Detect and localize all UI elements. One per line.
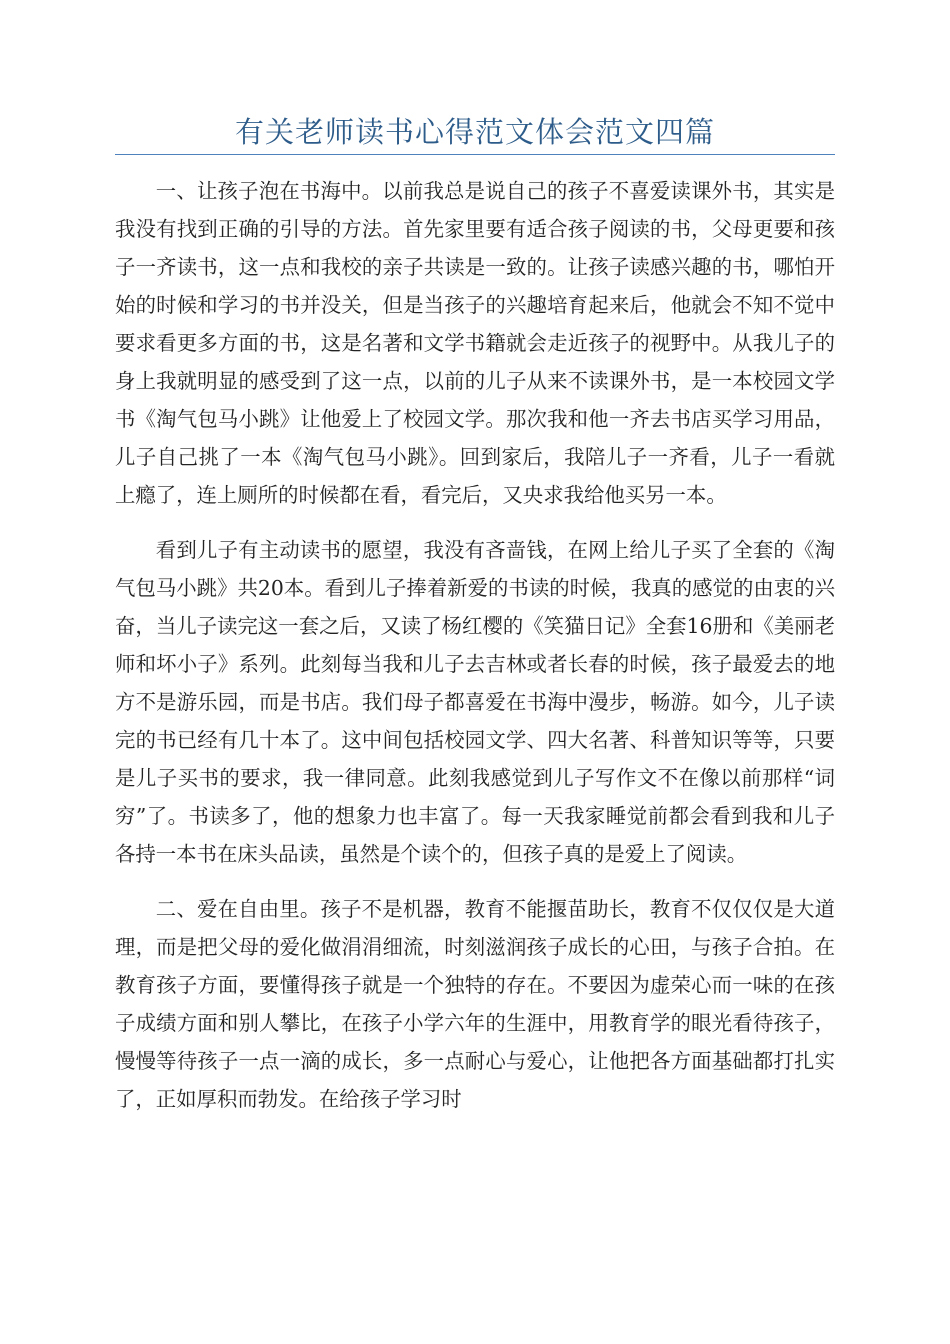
document-body (115, 172, 835, 1135)
document-title: 有关老师读书心得范文体会范文四篇 (234, 115, 715, 149)
paragraph-2: 看到儿子有主动读书的愿望，我没有吝啬钱，在网上给儿子买了全套的《淘气包马小跳》共20本。看到儿子捧着新爱的书读的时候，我真的感觉的由衷的兴奋，当儿子读完这一套之后，又读了杨红樱的《笑猫日记》全套16册和《美丽老师和坏小子》系列。此刻每当我和儿子去吉林或者长春的时候，孩子最爱去的地方不是游乐园，而是书店。我们母子都喜爱在书海中漫步，畅游。如今，儿子读完的书已经有几十本了。这中间包括校园文学、四大名著、科普知识等等，只要是儿子买书的要求，我一律同意。此刻我感觉到儿子写作文不在像以前那样“词穷”了。书读多了，他的想象力也丰富了。每一天我家睡觉前都会看到我和儿子各持一本书在床头品读，虽然是个读个的，但孩子真的是爱上了阅读。 (115, 538, 835, 866)
paragraph-3: 二、爱在自由里。孩子不是机器，教育不能揠苗助长，教育不仅仅仅是大道理，而是把父母的爱化做涓涓细流，时刻滋润孩子成长的心田，与孩子合拍。在教育孩子方面，要懂得孩子就是一个独特的存在。不要因为虚荣心而一味的在孩子成绩方面和别人攀比，在孩子小学六年的生涯中，用教育学的眼光看待孩子，慢慢等待孩子一点一滴的成长，多一点耐心与爱心，让他把各方面基础都打扎实了，正如厚积而勃发。在给孩子学习时 (115, 897, 835, 1111)
paragraph-1: 一、让孩子泡在书海中。以前我总是说自己的孩子不喜爱读课外书，其实是我没有找到正确的引导的方法。首先家里要有适合孩子阅读的书，父母更要和孩子一齐读书，这一点和我校的亲子共读是一致的。让孩子读感兴趣的书，哪怕开始的时候和学习的书并没关，但是当孩子的兴趣培育起来后，他就会不知不觉中要求看更多方面的书，这是名著和文学书籍就会走近孩子的视野中。从我儿子的身上我就明显的感受到了这一点，以前的儿子从来不读课外书，是一本校园文学书《淘气包马小跳》让他爱上了校园文学。那次我和他一齐去书店买学习用品，儿子自己挑了一本《淘气包马小跳》。回到家后，我陪儿子一齐看，儿子一看就上瘾了，连上厕所的时候都在看，看完后，又央求我给他买另一本。 (115, 179, 835, 507)
title-underline (115, 154, 835, 155)
